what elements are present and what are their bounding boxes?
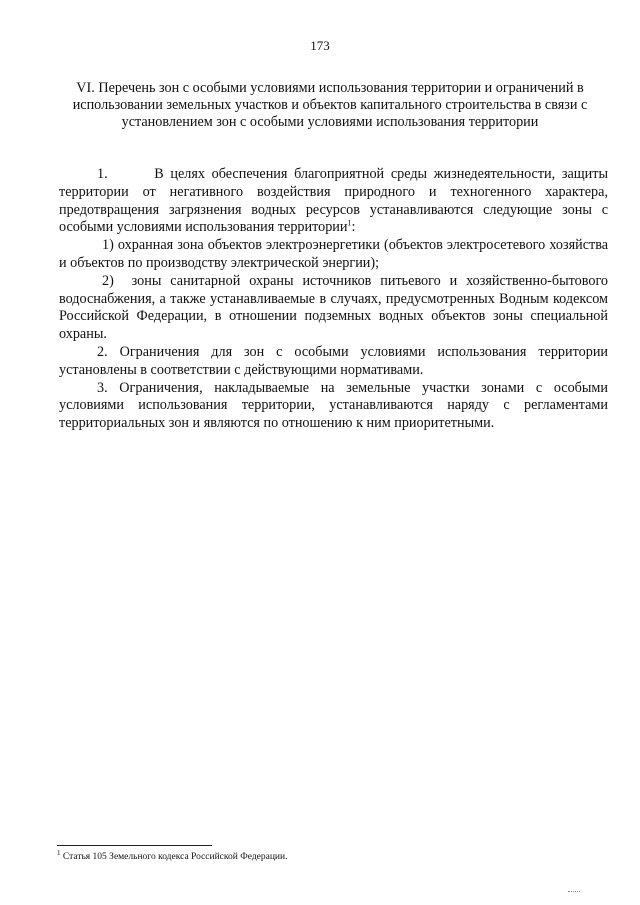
paragraph-1-number: 1. — [97, 166, 108, 182]
scan-artifact — [568, 891, 580, 893]
footnote-text: Статья 105 Земельного кодекса Российской Федерации. — [62, 852, 288, 862]
page-number: 173 — [310, 38, 330, 53]
subitem-1-number: 1) — [102, 237, 114, 254]
paragraph-2-text: Ограничения для зон с особыми условиями использования территории установлены в соответствии с действующими нормативами. — [59, 343, 609, 378]
subitem-2-text: зоны санитарной охраны источников питьевого и хозяйственно-бытового водоснабжения, а также устанавливаемые в случаях, предусмотренных Водным кодексом Российской Федерации, в отношении подземных водных объектов зоны специальной охраны. — [59, 272, 608, 343]
section-title: VI. Перечень зон с особыми условиями использования территории и ограничений в использовании земельных участков и объектов капитального строительства в связи с установлением зон с особыми условиями использования территории — [72, 80, 588, 130]
footnote-marker: 1 — [57, 848, 61, 857]
document-body — [59, 166, 608, 433]
subitem-1 — [59, 237, 608, 273]
subitem-2 — [59, 273, 608, 344]
paragraph-1-tail: : — [351, 219, 356, 236]
paragraph-3-number: 3. — [97, 379, 108, 396]
footnote-reference[interactable]: 1 — [347, 218, 352, 228]
paragraph-3 — [59, 380, 608, 433]
footnote-1 — [57, 848, 597, 863]
paragraph-2 — [59, 344, 608, 380]
paragraph-3-text: Ограничения, накладываемые на земельные участки зонами с особыми условиями использования территории, устанавливаются наряду с регламентами территориальных зон и являются по отношению к ним приоритетными. — [59, 379, 608, 432]
paragraph-1-text: В целях обеспечения благоприятной среды жизнедеятельности, защиты территории от негативного воздействия природного и техногенного характера, предотвращения загрязнения водных ресурсов устанавливаются следующие зоны с особыми условиями использования территории — [59, 166, 609, 236]
paragraph-2-number: 2. — [97, 343, 108, 360]
footnote-divider — [57, 845, 212, 846]
subitem-2-number: 2) — [102, 272, 114, 289]
paragraph-1 — [59, 166, 608, 237]
subitem-1-text: охранная зона объектов электроэнергетики (объектов электросетевого хозяйства и объектов по производству электрической энергии); — [59, 237, 608, 271]
